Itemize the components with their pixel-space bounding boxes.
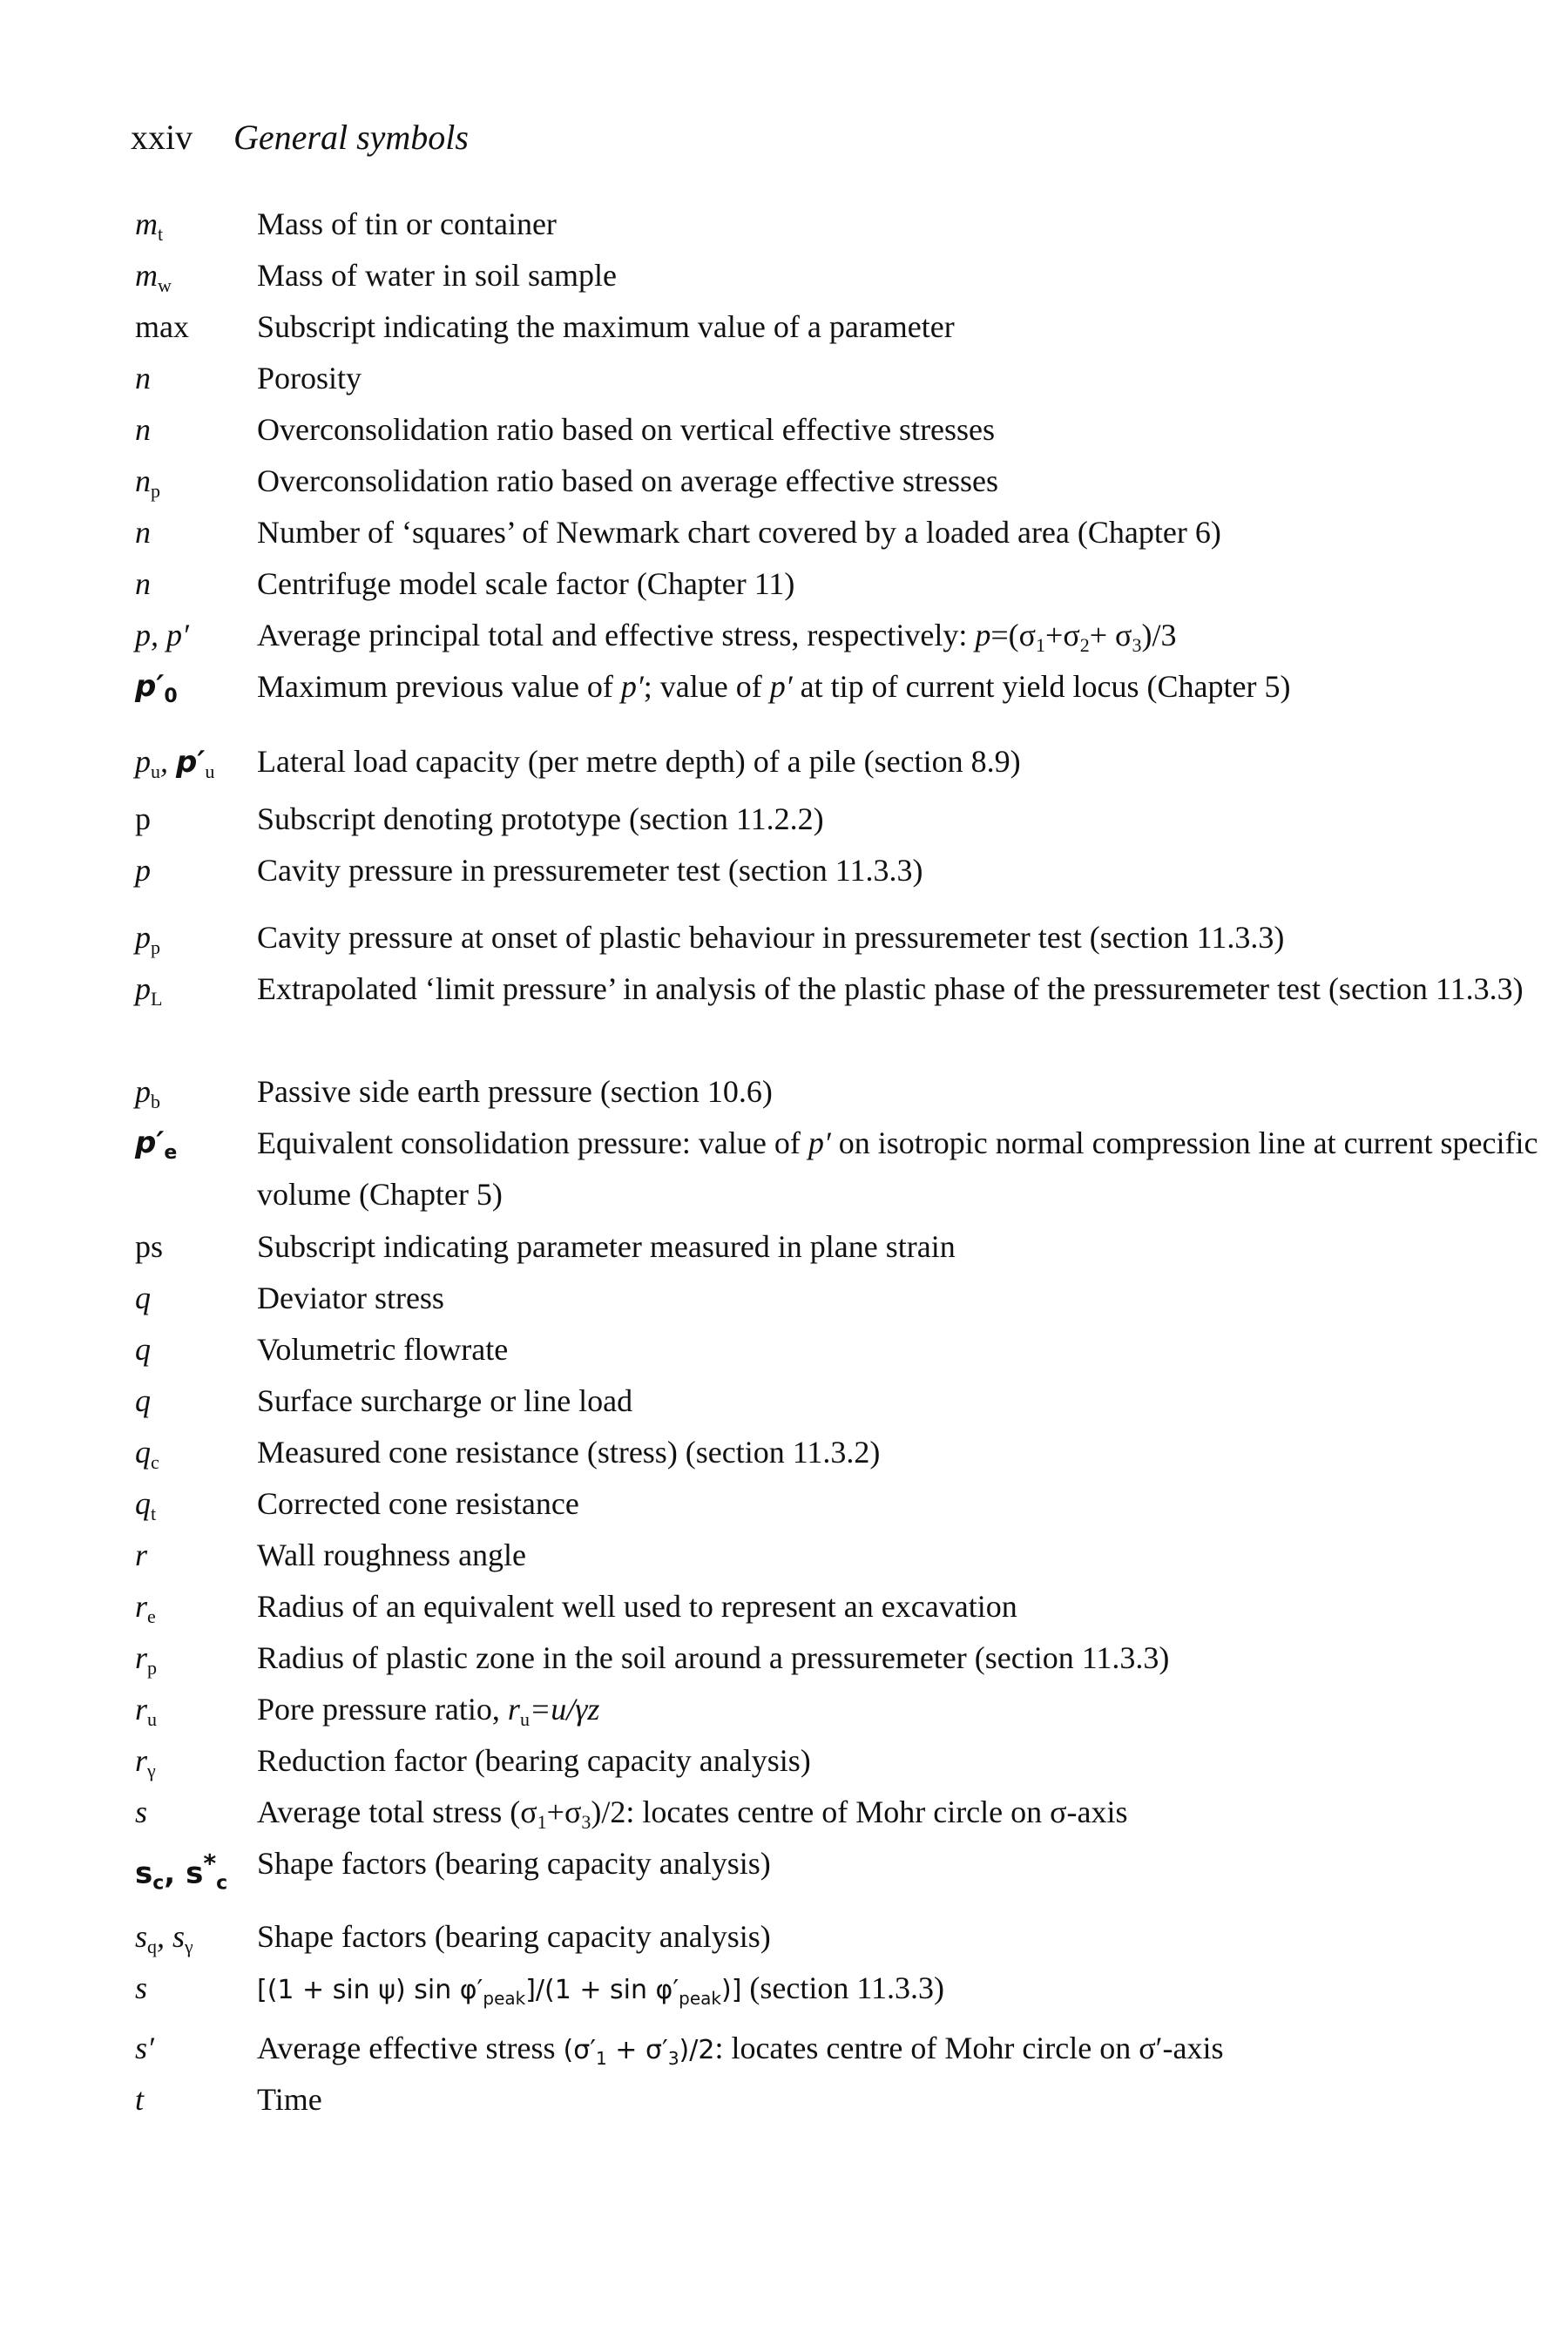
symbol: $p'_0$ bbox=[135, 669, 178, 707]
symbol: $p_b$ bbox=[135, 1074, 160, 1112]
symbol: n bbox=[135, 361, 151, 395]
symbol-description: Subscript denoting prototype (section 11.2.2) bbox=[257, 801, 824, 836]
symbol-description: Reduction factor (bearing capacity analysis) bbox=[257, 1743, 811, 1778]
symbol: r bbox=[135, 1538, 148, 1572]
symbol: s′ bbox=[135, 2031, 154, 2065]
symbol-description: [(1 + sin ψ) sin φ′peak]/(1 + sin φ′peak)] (section 11.3.3) bbox=[257, 1970, 945, 2009]
symbol: $r_\gamma$ bbox=[135, 1743, 156, 1781]
symbol: $p_u$, $p'_u$ bbox=[135, 744, 215, 782]
symbol-description: Mass of water in soil sample bbox=[257, 258, 617, 293]
symbol: $r_p$ bbox=[135, 1640, 158, 1679]
symbol-description: Shape factors (bearing capacity analysis) bbox=[257, 1846, 771, 1881]
symbol-description: Average total stress $(\sigma_1+\sigma_3)/2$: locates centre of Mohr circle on σ-axis bbox=[257, 1794, 1128, 1833]
symbol: $s_q$, $s_\gamma$ bbox=[135, 1919, 193, 1957]
symbol-description: Equivalent consolidation pressure: value of p′ on isotropic normal compression line at current specific volume (Chapter 5) bbox=[257, 1125, 1538, 1212]
symbol-description: Average effective stress (σ′1 + σ′3)/2: locates centre of Mohr circle on σ′-axis bbox=[257, 2031, 1224, 2069]
symbol-description: Measured cone resistance (stress) (section 11.3.2) bbox=[257, 1435, 881, 1470]
symbol-description: Corrected cone resistance bbox=[257, 1486, 579, 1521]
symbol-description: Cavity pressure in pressuremeter test (section 11.3.3) bbox=[257, 853, 923, 888]
symbol-description: Radius of plastic zone in the soil around a pressuremeter (section 11.3.3) bbox=[257, 1640, 1170, 1675]
symbol-description: Deviator stress bbox=[257, 1281, 444, 1315]
symbol: p bbox=[135, 853, 151, 888]
symbol: $q_c$ bbox=[135, 1435, 159, 1473]
symbol-description: Volumetric flowrate bbox=[257, 1332, 509, 1367]
symbol: n bbox=[135, 515, 151, 550]
symbol: $p'_e$ bbox=[135, 1125, 178, 1164]
symbol: $m_w$ bbox=[135, 258, 172, 296]
symbol: $m_t$ bbox=[135, 206, 164, 245]
symbol: $s_c$, $s^*_c$ bbox=[135, 1849, 228, 1895]
symbol-description: Overconsolidation ratio based on average effective stresses bbox=[257, 463, 999, 498]
symbol: s bbox=[135, 1794, 148, 1829]
symbol-description: Subscript indicating parameter measured in plane strain bbox=[257, 1229, 956, 1264]
running-title: General symbols bbox=[233, 118, 469, 157]
symbol-description: Mass of tin or container bbox=[257, 206, 557, 241]
symbol-description: Time bbox=[257, 2082, 322, 2117]
symbol-description: Average principal total and effective stress, respectively: $p=(\sigma_1+\sigma_2+ \sigma_3)/3$ bbox=[257, 618, 1177, 656]
symbol: $q_t$ bbox=[135, 1486, 157, 1524]
symbol: ps bbox=[135, 1229, 164, 1264]
page-header bbox=[131, 113, 469, 162]
symbol: q bbox=[135, 1383, 151, 1418]
symbol: $p_L$ bbox=[135, 971, 163, 1010]
symbol: $n_p$ bbox=[135, 463, 160, 502]
symbol: max bbox=[135, 309, 189, 344]
symbol-description: Radius of an equivalent well used to represent an excavation bbox=[257, 1589, 1017, 1624]
symbol: q bbox=[135, 1281, 151, 1315]
symbol-description: Cavity pressure at onset of plastic behaviour in pressuremeter test (section 11.3.3) bbox=[257, 920, 1285, 955]
symbol-description: Shape factors (bearing capacity analysis) bbox=[257, 1919, 771, 1954]
symbol-description: Centrifuge model scale factor (Chapter 11) bbox=[257, 566, 795, 601]
symbol: n bbox=[135, 412, 151, 447]
symbol: q bbox=[135, 1332, 151, 1367]
symbol-description: Surface surcharge or line load bbox=[257, 1383, 633, 1418]
symbol: $r_u$ bbox=[135, 1692, 158, 1730]
symbol-description: Maximum previous value of p′; value of p′ at tip of current yield locus (Chapter 5) bbox=[257, 669, 1291, 704]
symbol: s bbox=[135, 1970, 148, 2005]
symbol-description: Extrapolated ‘limit pressure’ in analysis of the plastic phase of the pressuremeter test (section 11.3.3) bbox=[257, 971, 1524, 1006]
symbol-description: Passive side earth pressure (section 10.6) bbox=[257, 1074, 773, 1109]
symbol: $p_p$ bbox=[135, 920, 160, 958]
symbol: p bbox=[135, 801, 151, 836]
symbol: t bbox=[135, 2082, 145, 2117]
page-number: xxiv bbox=[131, 118, 193, 157]
symbol: p, p′ bbox=[135, 618, 189, 652]
symbol: $r_e$ bbox=[135, 1589, 156, 1627]
symbol-description: Pore pressure ratio, $r_u=u/\gamma z$ bbox=[257, 1692, 600, 1730]
symbol-description: Wall roughness angle bbox=[257, 1538, 527, 1572]
symbol-description: Overconsolidation ratio based on vertical effective stresses bbox=[257, 412, 996, 447]
symbol-description: Porosity bbox=[257, 361, 362, 395]
symbol-description: Subscript indicating the maximum value of a parameter bbox=[257, 309, 955, 344]
symbol-description: Lateral load capacity (per metre depth) of a pile (section 8.9) bbox=[257, 744, 1021, 779]
symbol: n bbox=[135, 566, 151, 601]
symbol-description: Number of ‘squares’ of Newmark chart covered by a loaded area (Chapter 6) bbox=[257, 515, 1221, 550]
